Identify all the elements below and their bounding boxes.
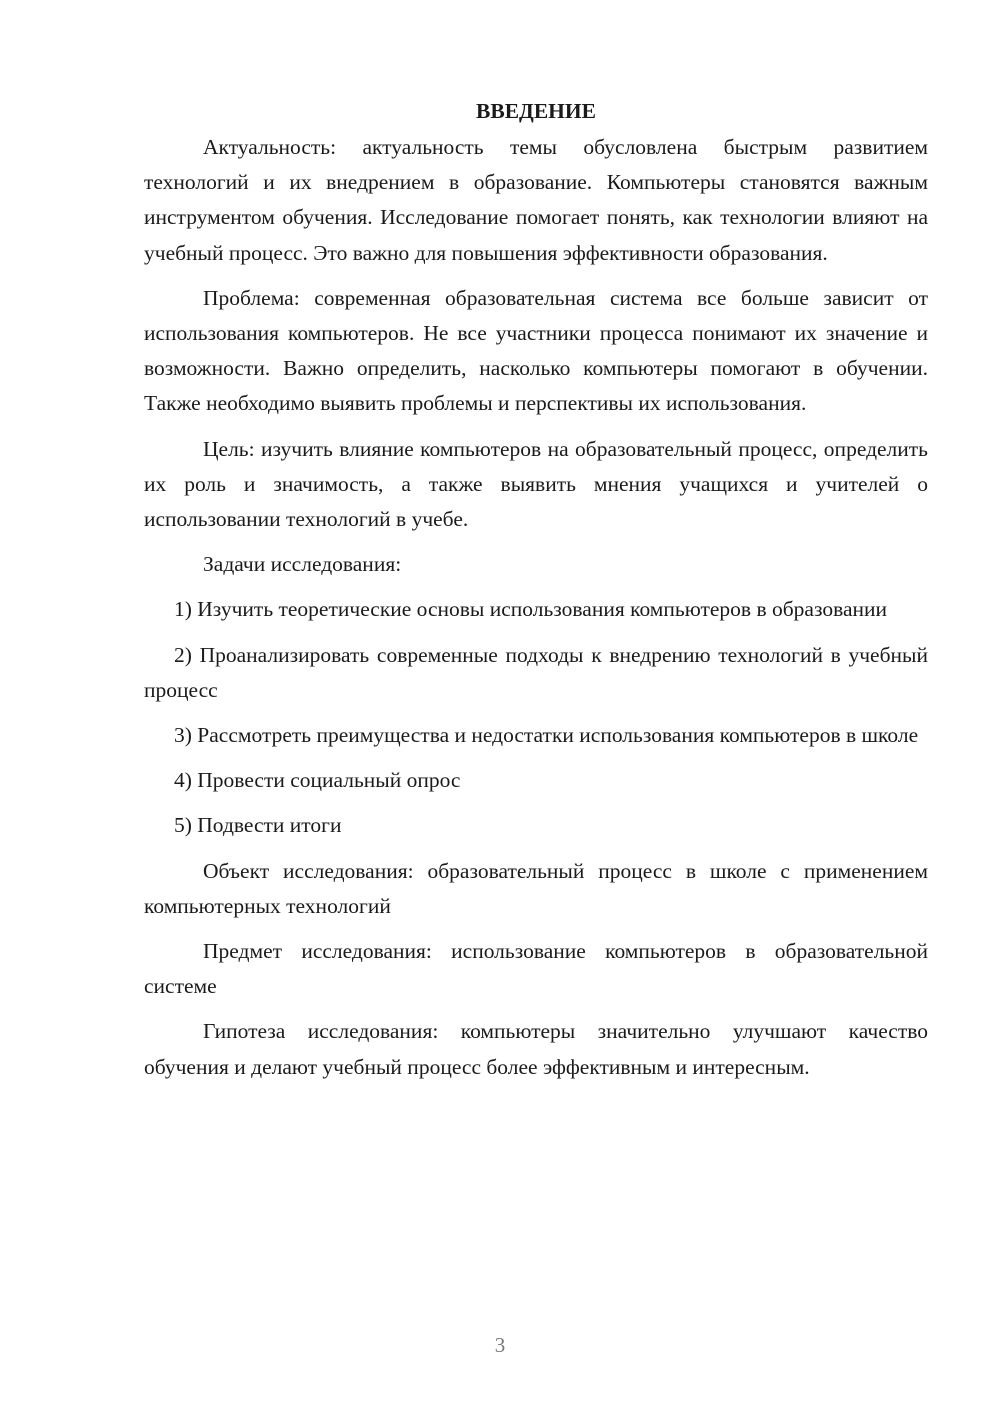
- relevance-paragraph: Актуальность: актуальность темы обусловлена быстрым развитием технологий и их внедрением в образование. Компьютеры становятся важным инструментом обучения. Исследование помогает понять, как технологии влияют на учебный процесс. Это важно для повышения эффективности образования.: [144, 135, 928, 265]
- tasks-heading: Задачи исследования:: [203, 552, 402, 577]
- document-page: [144, 92, 928, 1085]
- list-item: 4) Провести социальный опрос: [174, 768, 461, 793]
- list-item: 3) Рассмотреть преимущества и недостатки использования компьютеров в школе: [174, 723, 919, 748]
- object-paragraph: Объект исследования: образовательный процесс в школе с применением компьютерных технологий: [144, 858, 928, 918]
- list-item: 5) Подвести итоги: [174, 813, 342, 838]
- problem-paragraph: Проблема: современная образовательная система все больше зависит от использования компьютеров. Не все участники процесса понимают их значение и возможности. Важно определить, насколько компьютеры помогают в обучении. Также необходимо выявить проблемы и перспективы их использования.: [144, 285, 928, 416]
- goal-paragraph: Цель: изучить влияние компьютеров на образовательный процесс, определить их роль и значимость, а также выявить мнения учащихся и учителей о использовании технологий в учебе.: [144, 436, 928, 532]
- hypothesis-paragraph: Гипотеза исследования: компьютеры значительно улучшают качество обучения и делают учебный процесс более эффективным и интересным.: [144, 1019, 928, 1079]
- list-item: 1) Изучить теоретические основы использования компьютеров в образовании: [174, 597, 888, 622]
- list-item: 2) Проанализировать современные подходы к внедрению технологий в учебный процесс: [144, 642, 928, 702]
- page-number: 3: [494, 1333, 506, 1357]
- tasks-list: [144, 592, 928, 843]
- subject-paragraph: Предмет исследования: использование компьютеров в образовательной системе: [144, 939, 928, 999]
- section-title: ВВЕДЕНИЕ: [476, 99, 596, 123]
